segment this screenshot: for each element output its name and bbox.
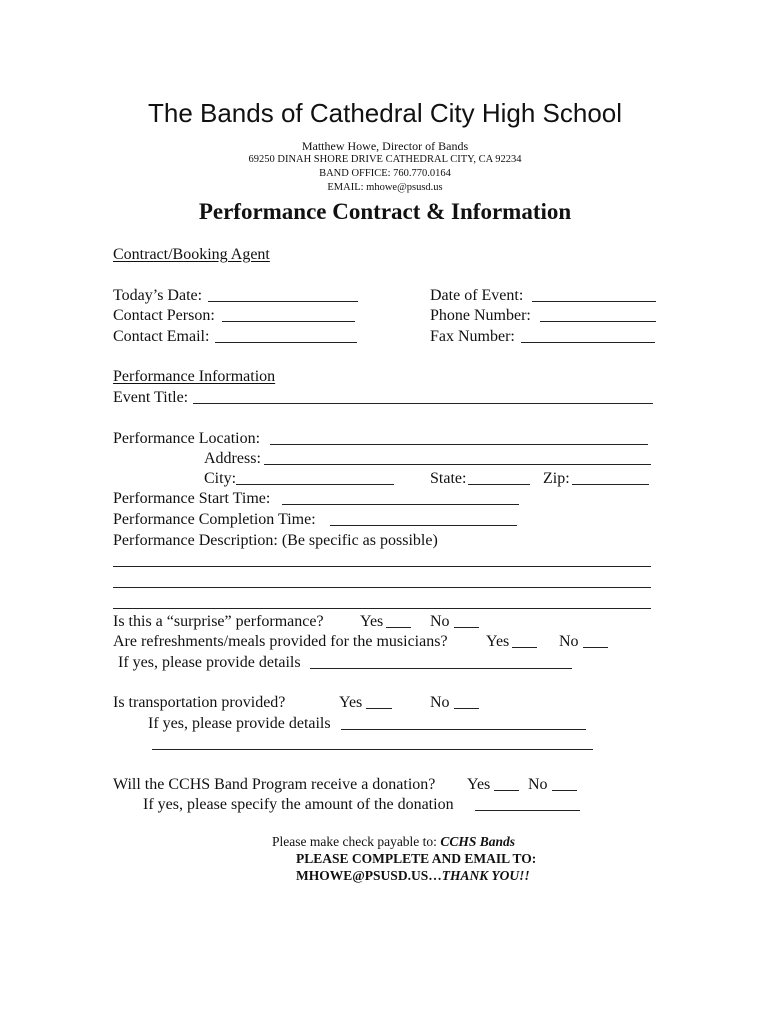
- band-office-line: BAND OFFICE: 760.770.0164: [319, 168, 451, 179]
- event-title-label: Event Title:: [113, 389, 189, 406]
- state-label: State:: [430, 470, 467, 487]
- contact-email-label: Contact Email:: [113, 328, 210, 345]
- refreshments-yes-label: Yes: [486, 633, 510, 650]
- check-payable-text: Please make check payable to:: [272, 834, 437, 849]
- surprise-no-label: No: [430, 613, 450, 630]
- todays-date-label: Today’s Date:: [113, 287, 203, 304]
- form-title: Performance Contract & Information: [198, 199, 572, 224]
- start-time-field[interactable]: [282, 504, 519, 505]
- donation-amount-label: If yes, please specify the amount of the donation: [143, 796, 454, 813]
- donation-amount-field[interactable]: [475, 810, 580, 811]
- date-of-event-label: Date of Event:: [430, 287, 524, 304]
- transportation-details-line-2[interactable]: [152, 749, 593, 750]
- transportation-question: Is transportation provided?: [113, 694, 286, 711]
- todays-date-field[interactable]: [208, 301, 358, 302]
- refreshments-question: Are refreshments/meals provided for the musicians?: [113, 633, 448, 650]
- location-field[interactable]: [270, 444, 648, 445]
- email-thanks-line: [296, 868, 530, 884]
- donation-yes-field[interactable]: [494, 790, 519, 791]
- transportation-yes-field[interactable]: [366, 708, 392, 709]
- refreshments-details-field[interactable]: [310, 668, 572, 669]
- donation-question: Will the CCHS Band Program receive a donation?: [113, 776, 436, 793]
- state-field[interactable]: [468, 484, 530, 485]
- city-label: City:: [204, 470, 237, 487]
- donation-no-field[interactable]: [552, 790, 577, 791]
- fax-number-label: Fax Number:: [430, 328, 515, 345]
- surprise-yes-label: Yes: [360, 613, 384, 630]
- city-field[interactable]: [236, 484, 394, 485]
- completion-time-label: Performance Completion Time:: [113, 511, 316, 528]
- transportation-details-field[interactable]: [341, 729, 586, 730]
- address-field[interactable]: [264, 464, 651, 465]
- transportation-no-label: No: [430, 694, 450, 711]
- phone-number-label: Phone Number:: [430, 307, 531, 324]
- footer-email-address: MHOWE@PSUSD.US…: [296, 868, 442, 883]
- contract-heading: Contract/Booking Agent: [113, 246, 270, 263]
- performance-heading: Performance Information: [113, 368, 276, 385]
- donation-no-label: No: [528, 776, 548, 793]
- complete-email-line: PLEASE COMPLETE AND EMAIL TO:: [296, 851, 537, 866]
- contact-person-field[interactable]: [222, 321, 355, 322]
- description-line-2[interactable]: [113, 587, 651, 588]
- fax-number-field[interactable]: [521, 342, 655, 343]
- description-label: Performance Description: (Be specific as possible): [113, 532, 438, 549]
- check-payable-line: [272, 834, 515, 850]
- description-line-1[interactable]: [113, 566, 651, 567]
- transportation-yes-label: Yes: [339, 694, 363, 711]
- description-line-3[interactable]: [113, 608, 651, 609]
- event-title-field[interactable]: [193, 403, 653, 404]
- zip-label: Zip:: [543, 470, 570, 487]
- surprise-yes-field[interactable]: [386, 627, 411, 628]
- school-title: The Bands of Cathedral City High School: [147, 98, 623, 128]
- surprise-no-field[interactable]: [454, 627, 479, 628]
- thank-you-text: THANK YOU!!: [441, 868, 530, 883]
- contact-person-label: Contact Person:: [113, 307, 215, 324]
- refreshments-no-field[interactable]: [583, 647, 608, 648]
- start-time-label: Performance Start Time:: [113, 490, 271, 507]
- phone-number-field[interactable]: [540, 321, 656, 322]
- transportation-no-field[interactable]: [454, 708, 479, 709]
- payee-name: CCHS Bands: [440, 834, 515, 849]
- surprise-question: Is this a “surprise” performance?: [113, 613, 324, 630]
- zip-field[interactable]: [572, 484, 649, 485]
- location-label: Performance Location:: [113, 430, 261, 447]
- completion-time-field[interactable]: [330, 525, 517, 526]
- refreshments-yes-field[interactable]: [512, 647, 537, 648]
- director-line: Matthew Howe, Director of Bands: [301, 139, 469, 153]
- date-of-event-field[interactable]: [532, 301, 656, 302]
- transportation-details-label: If yes, please provide details: [148, 715, 331, 732]
- email-line: EMAIL: mhowe@psusd.us: [327, 182, 443, 193]
- address-label: Address:: [204, 450, 261, 467]
- address-line: 69250 DINAH SHORE DRIVE CATHEDRAL CITY, CA 92234: [248, 154, 522, 165]
- refreshments-details-label: If yes, please provide details: [118, 654, 301, 671]
- donation-yes-label: Yes: [467, 776, 491, 793]
- refreshments-no-label: No: [559, 633, 579, 650]
- contact-email-field[interactable]: [215, 342, 357, 343]
